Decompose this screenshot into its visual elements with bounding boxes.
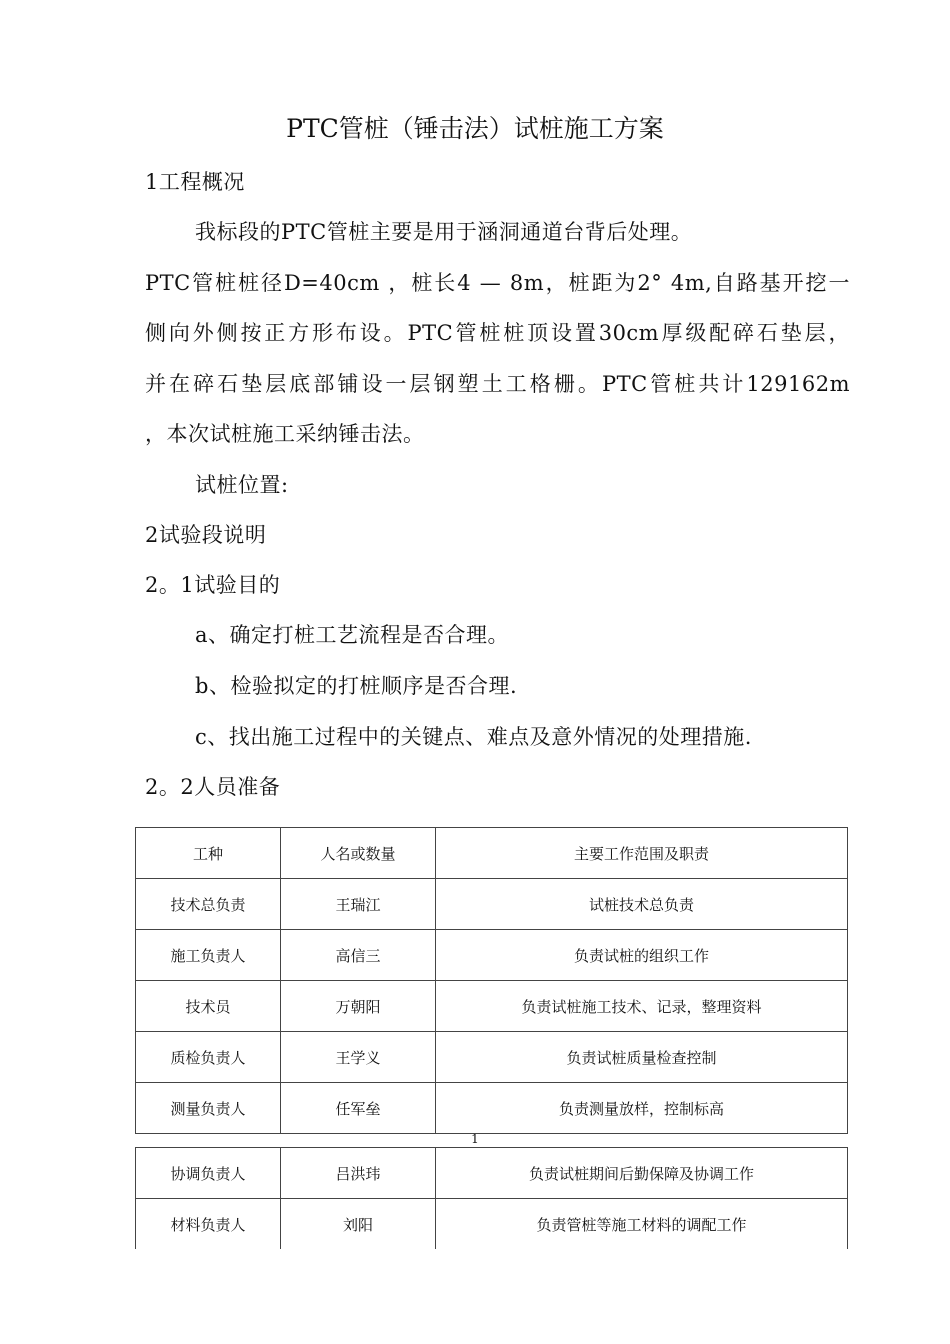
page-number: 1 xyxy=(471,1132,479,1146)
personnel-table xyxy=(135,827,848,1134)
personnel-table-continued xyxy=(135,1147,848,1249)
section-2-1-heading: 2。1试验目的 xyxy=(145,573,281,597)
table-row xyxy=(136,930,848,981)
overview-paragraph-1: 我标段的PTC管桩主要是用于涵洞通道台背后处理。 xyxy=(195,220,693,244)
table-header-cell: 主要工作范围及职责 xyxy=(436,828,848,879)
table-cell: 高信三 xyxy=(281,930,436,981)
table-cell: 任军垒 xyxy=(281,1083,436,1134)
table-cell: 试桩技术总负责 xyxy=(436,879,848,930)
section-1-heading: 1工程概况 xyxy=(145,170,245,194)
test-pile-location-label: 试桩位置: xyxy=(195,473,289,497)
table-row xyxy=(136,1032,848,1083)
objective-item-a: a、确定打桩工艺流程是否合理。 xyxy=(195,623,510,647)
section-2-2-heading: 2。2人员准备 xyxy=(145,775,281,799)
table-cell: 技术员 xyxy=(136,981,281,1032)
table-cell: 刘阳 xyxy=(281,1199,436,1250)
document-title: PTC管桩（锤击法）试桩施工方案 xyxy=(286,114,664,143)
table-cell: 质检负责人 xyxy=(136,1032,281,1083)
table-cell: 负责试桩施工技术、记录，整理资料 xyxy=(436,981,848,1032)
table-row xyxy=(136,1148,848,1199)
table-cell: 王瑞江 xyxy=(281,879,436,930)
overview-paragraph-2-line-2: 侧向外侧按正方形布设。PTC管桩桩顶设置30cm厚级配碎石垫层， xyxy=(145,321,850,345)
table-cell: 负责试桩期间后勤保障及协调工作 xyxy=(436,1148,848,1199)
overview-paragraph-2-line-1: PTC管桩桩径D=40cm ，桩长4 — 8m，桩距为2° 4m,自路基开挖一 xyxy=(145,271,850,295)
table-cell: 协调负责人 xyxy=(136,1148,281,1199)
table-cell: 技术总负责 xyxy=(136,879,281,930)
objective-item-b: b、检验拟定的打桩顺序是否合理. xyxy=(195,674,518,698)
table-row xyxy=(136,1083,848,1134)
objective-item-c: c、找出施工过程中的关键点、难点及意外情况的处理措施. xyxy=(195,725,752,749)
table-cell: 吕洪玮 xyxy=(281,1148,436,1199)
table-row xyxy=(136,981,848,1032)
table-cell: 材料负责人 xyxy=(136,1199,281,1250)
overview-paragraph-2-line-4: ，本次试桩施工采纳锤击法。 xyxy=(145,422,425,446)
table-header-cell: 工种 xyxy=(136,828,281,879)
table-cell: 负责管桩等施工材料的调配工作 xyxy=(436,1199,848,1250)
table-header-row xyxy=(136,828,848,879)
table-row xyxy=(136,879,848,930)
table-cell: 施工负责人 xyxy=(136,930,281,981)
table-cell: 负责试桩的组织工作 xyxy=(436,930,848,981)
table-cell: 王学义 xyxy=(281,1032,436,1083)
table-cell: 负责测量放样，控制标高 xyxy=(436,1083,848,1134)
overview-paragraph-2-line-3: 并在碎石垫层底部铺设一层钢塑土工格栅。PTC管桩共计129162m xyxy=(145,372,850,396)
table-header-cell: 人名或数量 xyxy=(281,828,436,879)
table-cell: 负责试桩质量检查控制 xyxy=(436,1032,848,1083)
table-row xyxy=(136,1199,848,1250)
table-cell: 万朝阳 xyxy=(281,981,436,1032)
table-cell: 测量负责人 xyxy=(136,1083,281,1134)
section-2-heading: 2试验段说明 xyxy=(145,523,267,547)
